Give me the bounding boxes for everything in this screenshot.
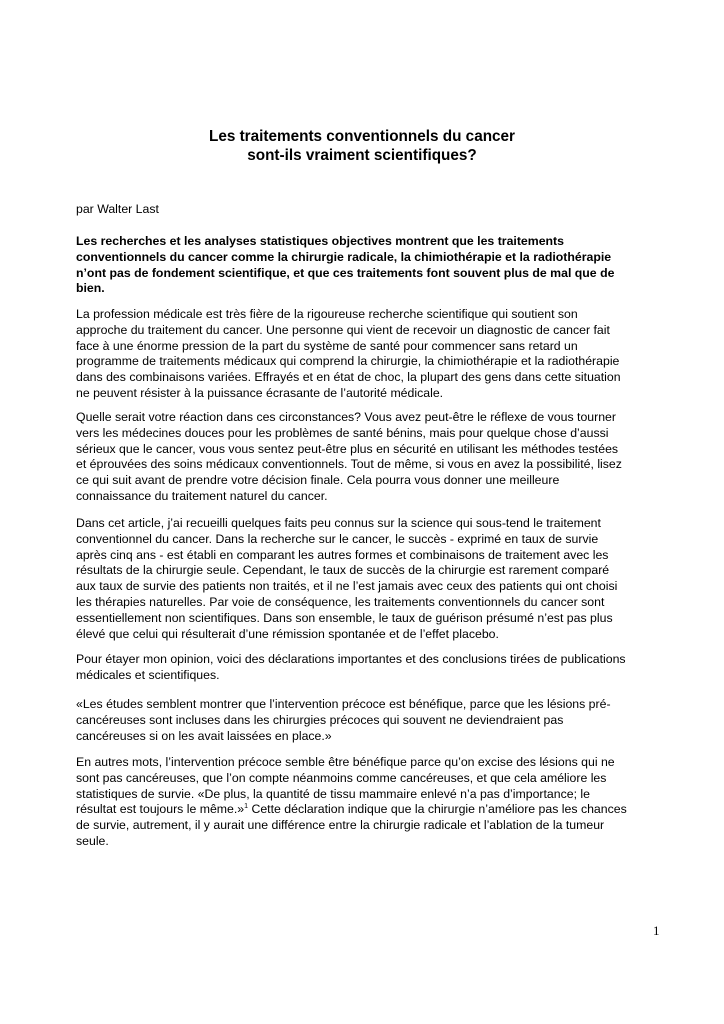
author-byline: par Walter Last xyxy=(76,202,159,216)
paragraph-line: conventionnel du cancer. Dans la recherche sur le cancer, le succès - exprimé en taux de survie xyxy=(76,531,599,546)
abstract-line: conventionnels du cancer comme la chirurgie radicale, la chimiothérapie et la radiothérapie xyxy=(76,249,612,264)
quote-paragraph xyxy=(76,697,656,744)
paragraph-1 xyxy=(76,307,656,402)
paragraph-line: sont pas cancéreuses, que l’on compte néanmoins comme cancéreuses, et que cela améliore les xyxy=(76,770,607,785)
paragraph-line xyxy=(76,802,656,818)
paragraph-line: dans des combinaisons variées. Effrayés et en état de choc, la plupart des gens dans cette situation xyxy=(76,370,621,385)
paragraph-line: de survie, autrement, il y aurait une différence entre la chirurgie radicale et l’ablation de la tumeur xyxy=(76,818,605,833)
title-line-2: sont-ils vraiment scientifiques? xyxy=(247,147,477,164)
paragraph-line: seule. xyxy=(76,833,109,848)
paragraph-line: programme de traitements médicaux qui comprend la chirurgie, la chimiothérapie et la radiothérapie xyxy=(76,354,620,369)
paragraph-line: Quelle serait votre réaction dans ces circonstances? Vous avez peut-être le réflexe de vous tourner xyxy=(76,410,616,424)
paragraph-line: Pour étayer mon opinion, voici des déclarations importantes et des conclusions tirées de publications xyxy=(76,652,626,666)
paragraph-line: élevé que celui qui résulterait d’une rémission spontanée et de l’effet placebo. xyxy=(76,626,499,641)
page-number: 1 xyxy=(653,923,660,938)
paragraph-line: face à une énorme pression de la part du système de santé pour commencer sans retard un xyxy=(76,338,578,353)
footnote-reference[interactable]: 1 xyxy=(244,803,249,811)
paragraph-6 xyxy=(76,755,656,850)
paragraph-line: cancéreuses sont incluses dans les chirurgies précoces qui souvent ne deviendraient pas xyxy=(76,712,564,727)
paragraph-line: cancéreuses si on les avait laissées en place.» xyxy=(76,728,332,743)
paragraph-line: ne peuvent résister à la puissance écrasante de l’autorité médicale. xyxy=(76,385,444,400)
paragraph-line: statistiques de survie. «De plus, la quantité de tissu mammaire enlevé n’a pas d’importance; le xyxy=(76,786,591,801)
line-text: Cette déclaration indique que la chirurgie n’améliore pas les chances xyxy=(248,802,627,817)
paragraph-line: En autres mots, l’intervention précoce semble être bénéfique parce qu’on excise des lésions qui ne xyxy=(76,755,615,769)
paragraph-4 xyxy=(76,652,656,684)
paragraph-line: sérieux que le cancer, vous vous sentez peut-être plus en sécurité en utilisant les méthodes testées xyxy=(76,441,619,456)
paragraph-line: et éprouvées des soins médicaux conventionnels. Tout de même, si vous en avez la possibilité, lisez xyxy=(76,457,622,472)
title-line-1: Les traitements conventionnels du cancer xyxy=(208,128,516,145)
paragraph-3 xyxy=(76,516,656,642)
abstract-line: bien. xyxy=(76,281,105,296)
paragraph-line: ce qui suit avant de prendre votre décision finale. Cela pourra vous donner une meilleure xyxy=(76,473,560,488)
paragraph-line: après cinq ans - est établi en comparant les autres formes et combinaisons de traitement avec les xyxy=(76,547,609,562)
paragraph-line: médicales et scientifiques. xyxy=(76,667,220,682)
abstract-line: n’ont pas de fondement scientifique, et que ces traitements font souvent plus de mal que de xyxy=(76,265,615,280)
paragraph-line: Dans cet article, j’ai recueilli quelques faits peu connus sur la science qui sous-tend le traitement xyxy=(76,516,601,530)
document-title xyxy=(0,127,724,165)
paragraph-line: approche du traitement du cancer. Une personne qui vient de recevoir un diagnostic de cancer fait xyxy=(76,322,610,337)
paragraph-line: connaissance du traitement naturel du cancer. xyxy=(76,488,328,503)
paragraph-2 xyxy=(76,410,656,505)
line-text: résultat est toujours le même.» xyxy=(76,802,245,817)
abstract-paragraph xyxy=(76,234,656,297)
paragraph-line: La profession médicale est très fière de la rigoureuse recherche scientifique qui soutient son xyxy=(76,307,578,321)
paragraph-line: «Les études semblent montrer que l’intervention précoce est bénéfique, parce que les lésions pré- xyxy=(76,697,611,711)
paragraph-line: aux taux de survie des patients non traités, et il ne l’est jamais avec ceux des patients qui ont choisi xyxy=(76,579,618,594)
abstract-line: Les recherches et les analyses statistiques objectives montrent que les traitements xyxy=(76,234,564,248)
paragraph-line: résultats de la chirurgie seule. Cependant, le taux de succès de la chirurgie est rarement comparé xyxy=(76,563,610,578)
paragraph-line: les thérapies naturelles. Par voie de conséquence, les traitements conventionnels du cancer sont xyxy=(76,594,605,609)
paragraph-line: vers les médecines douces pour les problèmes de santé bénins, mais pour quelque chose d’aussi xyxy=(76,425,609,440)
paragraph-line: essentiellement non scientifiques. Dans son ensemble, le taux de guérison présumé n’est pas plus xyxy=(76,610,613,625)
